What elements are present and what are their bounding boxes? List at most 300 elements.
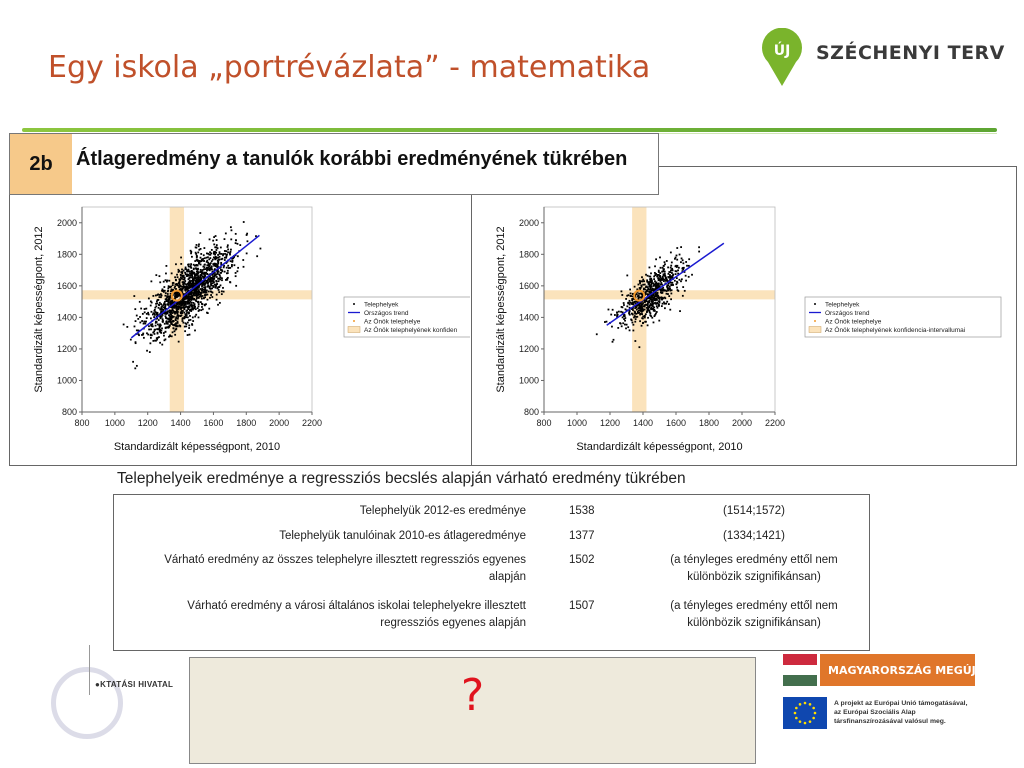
- data-point: [207, 286, 209, 288]
- data-point: [157, 312, 159, 314]
- data-point: [651, 304, 653, 306]
- data-point: [642, 315, 644, 317]
- data-point: [196, 270, 198, 272]
- data-point: [666, 260, 668, 262]
- data-point: [184, 277, 186, 279]
- data-point: [652, 302, 654, 304]
- data-point: [226, 254, 228, 256]
- data-point: [149, 351, 151, 353]
- data-point: [632, 324, 634, 326]
- data-point: [152, 295, 154, 297]
- data-point: [639, 320, 641, 322]
- data-point: [181, 314, 183, 316]
- data-point: [661, 305, 663, 307]
- data-point: [614, 314, 616, 316]
- data-point: [201, 285, 203, 287]
- data-point: [189, 286, 191, 288]
- data-point: [194, 282, 196, 284]
- data-point: [150, 334, 152, 336]
- data-point: [201, 298, 203, 300]
- data-point: [649, 276, 651, 278]
- data-point: [175, 322, 177, 324]
- data-point: [183, 270, 185, 272]
- data-point: [670, 267, 672, 269]
- data-point: [231, 264, 233, 266]
- data-point: [168, 301, 170, 303]
- data-point: [229, 267, 231, 269]
- y-tick-label: 1200: [518, 343, 539, 354]
- data-point: [648, 300, 650, 302]
- data-point: [203, 286, 205, 288]
- data-point: [227, 270, 229, 272]
- data-point: [208, 269, 210, 271]
- data-point: [641, 276, 643, 278]
- data-point: [134, 308, 136, 310]
- data-point: [198, 290, 200, 292]
- data-point: [198, 317, 200, 319]
- data-point: [200, 253, 202, 255]
- data-point: [640, 285, 642, 287]
- data-point: [175, 293, 177, 295]
- data-point: [208, 278, 210, 280]
- data-point: [217, 304, 219, 306]
- data-point: [186, 297, 188, 299]
- data-point: [632, 322, 634, 324]
- data-point: [236, 270, 238, 272]
- data-point: [201, 283, 203, 285]
- data-point: [184, 272, 186, 274]
- data-point: [642, 284, 644, 286]
- data-point: [650, 284, 652, 286]
- data-point: [688, 258, 690, 260]
- data-point: [652, 308, 654, 310]
- legend-label: Országos trend: [825, 310, 870, 317]
- data-point: [204, 294, 206, 296]
- data-point: [638, 284, 640, 286]
- data-point: [200, 279, 202, 281]
- y-tick-label: 1400: [56, 312, 77, 323]
- data-point: [205, 292, 207, 294]
- data-point: [220, 253, 222, 255]
- data-point: [179, 282, 181, 284]
- data-point: [227, 248, 229, 250]
- data-point: [210, 268, 212, 270]
- data-point: [212, 259, 214, 261]
- data-point: [671, 272, 673, 274]
- x-tick-label: 800: [74, 418, 90, 428]
- data-point: [190, 263, 192, 265]
- row-value: [569, 528, 609, 545]
- data-point: [166, 295, 168, 297]
- data-point: [160, 311, 162, 313]
- data-point: [169, 324, 171, 326]
- data-point: [698, 251, 700, 253]
- data-point: [154, 333, 156, 335]
- data-point: [202, 308, 204, 310]
- data-point: [213, 286, 215, 288]
- data-point: [646, 307, 648, 309]
- data-point: [195, 246, 197, 248]
- data-point: [650, 272, 652, 274]
- data-point: [647, 324, 649, 326]
- data-point: [207, 262, 209, 264]
- x-tick-label: 1400: [170, 418, 191, 428]
- data-point: [189, 273, 191, 275]
- data-point: [626, 305, 628, 307]
- data-point: [201, 272, 203, 274]
- y-tick-label: 1000: [56, 375, 77, 386]
- data-point: [611, 326, 613, 328]
- data-point: [194, 278, 196, 280]
- data-point: [201, 306, 203, 308]
- data-point: [645, 274, 647, 276]
- data-point: [216, 283, 218, 285]
- data-point: [649, 286, 651, 288]
- data-point: [211, 260, 213, 262]
- data-point: [671, 282, 673, 284]
- row-interval-line: (a tényleges eredmény ettől nem: [670, 600, 838, 612]
- data-point: [669, 309, 671, 311]
- row-interval: [644, 598, 864, 632]
- data-point: [216, 244, 218, 246]
- green-divider: [22, 128, 997, 132]
- data-point: [139, 301, 141, 303]
- data-point: [144, 323, 146, 325]
- data-point: [664, 307, 666, 309]
- data-point: [182, 286, 184, 288]
- row-value-line: 1502: [569, 554, 595, 566]
- data-point: [217, 261, 219, 263]
- data-point: [221, 279, 223, 281]
- data-point: [198, 245, 200, 247]
- data-point: [618, 311, 620, 313]
- data-point: [195, 314, 197, 316]
- data-point: [181, 289, 183, 291]
- data-point: [654, 294, 656, 296]
- data-point: [190, 251, 192, 253]
- data-point: [133, 295, 135, 297]
- data-point: [190, 266, 192, 268]
- data-point: [183, 312, 185, 314]
- data-point: [146, 332, 148, 334]
- x-tick-label: 2000: [731, 418, 753, 428]
- data-point: [620, 311, 622, 313]
- data-point: [148, 329, 150, 331]
- data-point: [195, 299, 197, 301]
- x-tick-label: 1200: [599, 418, 621, 428]
- data-point: [179, 301, 181, 303]
- data-point: [208, 308, 210, 310]
- data-point: [660, 278, 662, 280]
- data-point: [677, 269, 679, 271]
- logo-brand-text: SZÉCHENYI TERV: [816, 42, 1005, 64]
- data-point: [193, 290, 195, 292]
- scatter-chart-left: [10, 194, 470, 463]
- row-label: [118, 552, 526, 586]
- data-point: [648, 306, 650, 308]
- data-point: [176, 274, 178, 276]
- data-point: [150, 337, 152, 339]
- data-point: [639, 287, 641, 289]
- data-point: [204, 304, 206, 306]
- data-point: [141, 334, 143, 336]
- data-point: [183, 275, 185, 277]
- row-label-line: Várható eredmény az összes telephelyre illesztett regressziós egyenes: [164, 554, 526, 566]
- data-point: [669, 290, 671, 292]
- data-point: [198, 249, 200, 251]
- data-point: [670, 284, 672, 286]
- data-point: [137, 318, 139, 320]
- data-point: [150, 325, 152, 327]
- data-point: [143, 323, 145, 325]
- data-point: [634, 311, 636, 313]
- x-tick-label: 1600: [665, 418, 687, 428]
- data-point: [656, 276, 658, 278]
- legend-symbol: [353, 303, 355, 305]
- data-point: [237, 255, 239, 257]
- row-interval: [644, 528, 864, 545]
- x-tick-label: 2200: [301, 418, 323, 428]
- oktatasi-hivatal-text: ●KTATÁSI HIVATAL: [95, 680, 174, 689]
- data-point: [639, 296, 641, 298]
- data-point: [194, 275, 196, 277]
- row-value: [569, 598, 609, 615]
- scatter-chart-right: [472, 194, 1014, 463]
- data-point: [182, 320, 184, 322]
- data-point: [636, 309, 638, 311]
- data-point: [648, 281, 650, 283]
- data-point: [655, 298, 657, 300]
- data-point: [171, 311, 173, 313]
- data-point: [177, 292, 179, 294]
- data-point: [198, 305, 200, 307]
- data-point: [210, 283, 212, 285]
- data-point: [187, 283, 189, 285]
- data-point: [239, 244, 241, 246]
- data-point: [652, 294, 654, 296]
- data-point: [654, 272, 656, 274]
- x-tick-label: 1400: [632, 418, 654, 428]
- data-point: [680, 261, 682, 263]
- data-point: [159, 281, 161, 283]
- data-point: [217, 278, 219, 280]
- data-point: [188, 325, 190, 327]
- y-axis-label: Standardizált képességpont, 2012: [495, 226, 507, 393]
- data-point: [243, 266, 245, 268]
- data-point: [206, 273, 208, 275]
- data-point: [666, 301, 668, 303]
- y-tick-label: 1400: [518, 312, 539, 323]
- data-point: [216, 246, 218, 248]
- data-point: [201, 289, 203, 291]
- data-point: [203, 254, 205, 256]
- y-axis-label: Standardizált képességpont, 2012: [33, 226, 45, 393]
- legend-symbol: [348, 327, 360, 333]
- data-point: [227, 251, 229, 253]
- data-point: [623, 302, 625, 304]
- data-point: [246, 234, 248, 236]
- data-point: [202, 303, 204, 305]
- data-point: [654, 315, 656, 317]
- data-point: [168, 314, 170, 316]
- data-point: [171, 289, 173, 291]
- data-point: [150, 328, 152, 330]
- data-point: [198, 278, 200, 280]
- data-point: [635, 307, 637, 309]
- data-point: [194, 330, 196, 332]
- data-point: [209, 238, 211, 240]
- data-point: [604, 321, 606, 323]
- data-point: [126, 326, 128, 328]
- data-point: [206, 312, 208, 314]
- data-point: [216, 281, 218, 283]
- data-point: [136, 315, 138, 317]
- data-point: [210, 288, 212, 290]
- data-point: [185, 315, 187, 317]
- x-tick-label: 1000: [566, 418, 588, 428]
- data-point: [626, 275, 628, 277]
- data-point: [163, 335, 165, 337]
- data-point: [200, 264, 202, 266]
- data-point: [642, 308, 644, 310]
- data-point: [224, 238, 226, 240]
- data-point: [209, 257, 211, 259]
- data-point: [658, 305, 660, 307]
- data-point: [176, 309, 178, 311]
- data-point: [654, 274, 656, 276]
- trend-line: [131, 235, 259, 338]
- data-point: [150, 317, 152, 319]
- data-point: [215, 235, 217, 237]
- data-point: [186, 310, 188, 312]
- data-point: [203, 247, 205, 249]
- data-point: [198, 262, 200, 264]
- data-point: [188, 266, 190, 268]
- magyarorszag-megujul-logo: [783, 654, 992, 686]
- data-point: [171, 323, 173, 325]
- data-point: [202, 269, 204, 271]
- y-tick-label: 1000: [518, 375, 539, 386]
- data-point: [664, 273, 666, 275]
- data-point: [647, 303, 649, 305]
- data-point: [606, 321, 608, 323]
- data-point: [676, 255, 678, 257]
- x-tick-label: 800: [536, 418, 552, 428]
- data-point: [180, 308, 182, 310]
- data-point: [208, 254, 210, 256]
- data-point: [646, 311, 648, 313]
- data-point: [219, 253, 221, 255]
- data-point: [164, 306, 166, 308]
- data-point: [672, 274, 674, 276]
- eu-star: [799, 720, 802, 723]
- data-point: [218, 280, 220, 282]
- data-point: [663, 265, 665, 267]
- data-point: [216, 249, 218, 251]
- data-point: [194, 316, 196, 318]
- data-point: [197, 307, 199, 309]
- eu-funding-logo: [783, 697, 983, 737]
- oktatasi-hivatal-logo: [45, 645, 195, 740]
- data-point: [626, 295, 628, 297]
- data-point: [660, 292, 662, 294]
- data-point: [667, 267, 669, 269]
- data-point: [227, 246, 229, 248]
- data-point: [224, 253, 226, 255]
- data-point: [130, 339, 132, 341]
- data-point: [643, 280, 645, 282]
- data-point: [213, 251, 215, 253]
- data-point: [187, 322, 189, 324]
- data-point: [643, 288, 645, 290]
- data-point: [189, 280, 191, 282]
- data-point: [187, 303, 189, 305]
- data-point: [623, 304, 625, 306]
- data-point: [189, 302, 191, 304]
- data-point: [177, 276, 179, 278]
- x-axis-label: Standardizált képességpont, 2010: [576, 441, 743, 453]
- data-point: [627, 302, 629, 304]
- slide-title: Egy iskola „portrévázlata” - matematika: [48, 50, 651, 85]
- data-point: [148, 314, 150, 316]
- data-point: [665, 277, 667, 279]
- data-point: [152, 325, 154, 327]
- data-point: [626, 324, 628, 326]
- data-point: [185, 323, 187, 325]
- data-point: [664, 290, 666, 292]
- data-point: [661, 284, 663, 286]
- x-tick-label: 2200: [764, 418, 786, 428]
- data-point: [174, 287, 176, 289]
- data-point: [167, 290, 169, 292]
- data-point: [660, 267, 662, 269]
- y-tick-label: 1200: [56, 343, 77, 354]
- data-point: [629, 329, 631, 331]
- data-point: [654, 295, 656, 297]
- data-point: [158, 307, 160, 309]
- data-point: [670, 265, 672, 267]
- data-point: [172, 331, 174, 333]
- data-point: [164, 290, 166, 292]
- data-point: [627, 326, 629, 328]
- x-axis-label: Standardizált képességpont, 2010: [113, 441, 281, 453]
- data-point: [680, 280, 682, 282]
- data-point: [194, 305, 196, 307]
- data-point: [179, 326, 181, 328]
- data-point: [163, 281, 165, 283]
- data-point: [681, 268, 683, 270]
- data-point: [642, 279, 644, 281]
- data-point: [161, 290, 163, 292]
- data-point: [161, 327, 163, 329]
- data-point: [685, 261, 687, 263]
- data-point: [623, 318, 625, 320]
- data-point: [622, 316, 624, 318]
- data-point: [226, 279, 228, 281]
- data-point: [196, 255, 198, 257]
- data-point: [196, 298, 198, 300]
- row-label: [118, 528, 526, 545]
- trend-line: [607, 243, 724, 325]
- data-point: [643, 306, 645, 308]
- data-point: [184, 289, 186, 291]
- row-label: [118, 503, 526, 520]
- data-point: [171, 272, 173, 274]
- data-point: [667, 293, 669, 295]
- data-point: [648, 283, 650, 285]
- data-point: [184, 326, 186, 328]
- row-label-line: Telephelyük tanulóinak 2010-es átlageredménye: [279, 530, 526, 542]
